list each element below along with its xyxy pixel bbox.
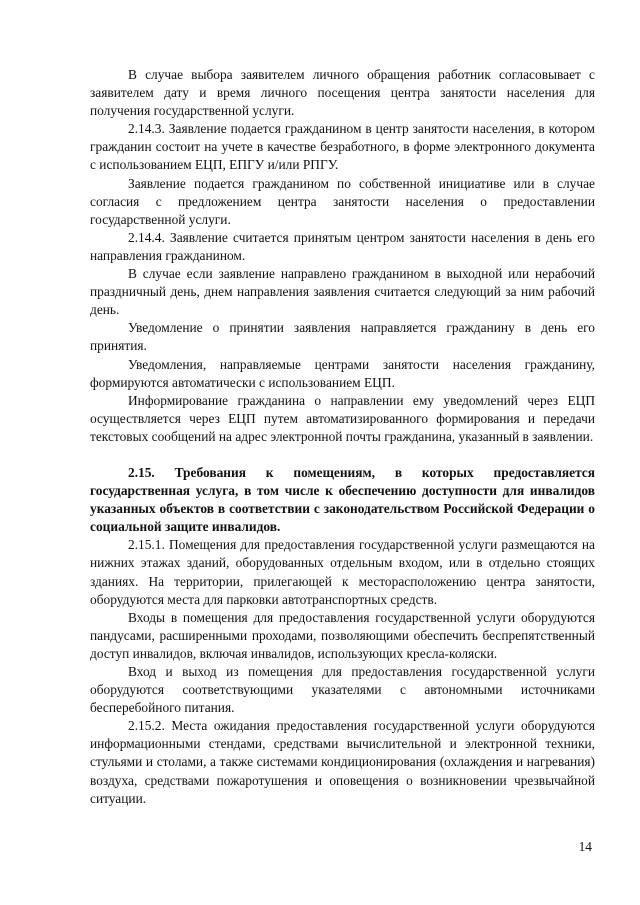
page-body: [90, 66, 595, 808]
page-number: 14: [578, 839, 592, 854]
paragraph-entrances: Входы в помещения для предоставления государственной услуги оборудуются пандусами, расширенными проходами, позволяющими обеспечить беспрепятственный доступ инвалидов, включая инвалидов, использующих кресла-коляски.: [90, 609, 595, 661]
paragraph-2-15-1: 2.15.1. Помещения для предоставления государственной услуги размещаются на нижних этажах зданий, оборудованных отдельным входом, или в отдельно стоящих зданиях. На территории, прилегающей к месторасположению центра занятости, оборудуются места для парковки автотранспортных средств.: [90, 537, 595, 607]
paragraph-entry-exit: Вход и выход из помещения для предоставления государственной услуги оборудуются соответствующими указателями с автономными источниками бесперебойного питания.: [90, 664, 595, 716]
paragraph-informing: Информирование гражданина о направлении ему уведомлений через ЕЦП осуществляется через ЕЦП путем автоматизированного формирования и передачи текстовых сообщений на адрес электронной почты гражданина, указанный в заявлении.: [90, 392, 595, 444]
paragraph-notices-auto: Уведомления, направляемые центрами занятости населения гражданину, формируются автоматически с использованием ЕЦП.: [90, 356, 595, 390]
paragraph-2-15-2: 2.15.2. Места ожидания предоставления государственной услуги оборудуются информационными стендами, средствами вычислительной и электронной техники, стульями и столами, а также системами кондиционирования (охлаждения и нагревания) воздуха, средствами пожаротушения и оповещения о возникновении чрезвычайной ситуации.: [90, 718, 595, 806]
paragraph-2-14-3: 2.14.3. Заявление подается гражданином в центр занятости населения, в котором гражданин состоит на учете в качестве безработного, в форме электронного документа с использованием ЕЦП, ЕПГУ и/или РПГУ.: [90, 121, 595, 173]
paragraph-holiday: В случае если заявление направлено гражданином в выходной или нерабочий праздничный день, днем направления заявления считается следующий за ним рабочий день.: [90, 266, 595, 318]
section-spacer: [90, 446, 595, 464]
paragraph-2-14-4: 2.14.4. Заявление считается принятым центром занятости населения в день его направления гражданином.: [90, 229, 595, 263]
paragraph-own-initiative: Заявление подается гражданином по собственной инициативе или в случае согласия с предложением центра занятости населения о предоставлении государственной услуги.: [90, 175, 595, 227]
section-heading-2-15: 2.15. Требования к помещениям, в которых предоставляется государственная услуга, в том числе к обеспечению доступности для инвалидов указанных объектов в соответствии с законодательством Российской Федерации о социальной защите инвалидов.: [90, 464, 595, 535]
paragraph-notice-acceptance: Уведомление о принятии заявления направляется гражданину в день его принятия.: [90, 320, 595, 354]
paragraph-personal-visit: В случае выбора заявителем личного обращения работник согласовывает с заявителем дату и время личного посещения центра занятости населения для получения государственной услуги.: [90, 67, 595, 119]
